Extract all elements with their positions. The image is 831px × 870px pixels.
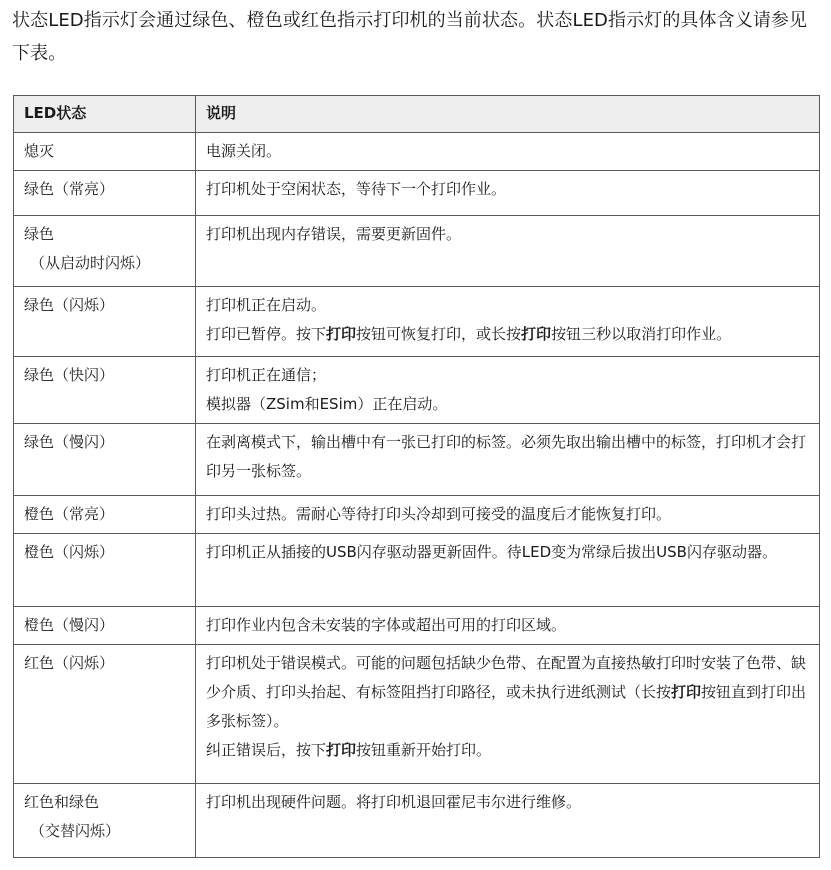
description-line: 打印机出现内存错误，需要更新固件。 bbox=[206, 225, 462, 243]
led-state-cell bbox=[14, 216, 196, 287]
led-state-cell bbox=[14, 607, 196, 645]
led-state-cell bbox=[14, 287, 196, 357]
description-cell bbox=[196, 534, 820, 607]
description-line: 纠正错误后，按下打印按钮重新开始打印。 bbox=[206, 741, 492, 759]
led-state-label: 红色（闪烁） bbox=[24, 654, 115, 672]
description-cell bbox=[196, 496, 820, 534]
description-cell bbox=[196, 357, 820, 424]
led-state-label: 绿色（快闪） bbox=[24, 366, 115, 384]
table-row bbox=[14, 645, 820, 784]
table-row bbox=[14, 784, 820, 858]
led-state-sublabel: （从启动时闪烁） bbox=[30, 254, 151, 272]
led-state-label: 橙色（闪烁） bbox=[24, 543, 115, 561]
header-description: 说明 bbox=[196, 96, 820, 133]
led-state-label: 绿色（慢闪） bbox=[24, 433, 115, 451]
bold-term: 打印 bbox=[521, 325, 552, 343]
description-cell bbox=[196, 216, 820, 287]
description-line: 打印机正从插接的USB闪存驱动器更新固件。待LED变为常绿后拔出USB闪存驱动器。 bbox=[206, 543, 777, 561]
description-line: 打印机正在启动。 bbox=[206, 296, 327, 314]
description-cell bbox=[196, 133, 820, 171]
header-led-status: LED状态 bbox=[14, 96, 196, 133]
table-row bbox=[14, 287, 820, 357]
bold-term: 打印 bbox=[671, 683, 702, 701]
led-state-label: 橙色（慢闪） bbox=[24, 616, 115, 634]
led-status-table bbox=[13, 95, 820, 858]
led-state-cell bbox=[14, 357, 196, 424]
table-row bbox=[14, 357, 820, 424]
led-state-label: 绿色 bbox=[24, 225, 55, 243]
description-line: 打印作业内包含未安装的字体或超出可用的打印区域。 bbox=[206, 616, 567, 634]
description-cell bbox=[196, 424, 820, 496]
bold-term: 打印 bbox=[326, 325, 357, 343]
table-row bbox=[14, 534, 820, 607]
led-state-cell bbox=[14, 784, 196, 858]
description-line: 打印头过热。需耐心等待打印头冷却到可接受的温度后才能恢复打印。 bbox=[206, 505, 672, 523]
description-line: 电源关闭。 bbox=[206, 142, 282, 160]
table-row bbox=[14, 424, 820, 496]
intro-paragraph: 状态LED指示灯会通过绿色、橙色或红色指示打印机的当前状态。状态LED指示灯的具体含义请参见下表。 bbox=[12, 10, 808, 64]
description-line: 打印机处于错误模式。可能的问题包括缺少色带、在配置为直接热敏打印时安装了色带、缺少介质、打印头抬起、有标签阻挡打印路径，或未执行进纸测试（长按打印按钮直到打印出多张标签）。 bbox=[206, 654, 807, 730]
led-state-cell bbox=[14, 496, 196, 534]
table-row bbox=[14, 607, 820, 645]
table-row bbox=[14, 496, 820, 534]
description-cell bbox=[196, 607, 820, 645]
led-state-cell bbox=[14, 534, 196, 607]
description-cell bbox=[196, 784, 820, 858]
description-line: 打印机出现硬件问题。将打印机退回霍尼韦尔进行维修。 bbox=[206, 793, 582, 811]
led-state-label: 红色和绿色 bbox=[24, 793, 100, 811]
description-line: 在剥离模式下，输出槽中有一张已打印的标签。必须先取出输出槽中的标签，打印机才会打印另一张标签。 bbox=[206, 433, 807, 480]
description-line: 模拟器（ZSim和ESim）正在启动。 bbox=[206, 395, 448, 413]
led-state-cell bbox=[14, 133, 196, 171]
description-line: 打印机正在通信； bbox=[206, 366, 327, 384]
description-line: 打印已暂停。按下打印按钮可恢复打印，或长按打印按钮三秒以取消打印作业。 bbox=[206, 325, 732, 343]
bold-term: 打印 bbox=[326, 741, 357, 759]
led-state-label: 绿色（常亮） bbox=[24, 180, 115, 198]
led-state-label: 橙色（常亮） bbox=[24, 505, 115, 523]
led-state-cell bbox=[14, 424, 196, 496]
table-header-row bbox=[14, 96, 820, 133]
description-cell bbox=[196, 645, 820, 784]
led-state-cell bbox=[14, 645, 196, 784]
led-state-cell bbox=[14, 171, 196, 216]
led-state-sublabel: （交替闪烁） bbox=[30, 822, 121, 840]
description-cell bbox=[196, 287, 820, 357]
led-state-label: 绿色（闪烁） bbox=[24, 296, 115, 314]
table-row bbox=[14, 171, 820, 216]
led-state-label: 熄灭 bbox=[24, 142, 55, 160]
table-row bbox=[14, 133, 820, 171]
description-cell bbox=[196, 171, 820, 216]
table-row bbox=[14, 216, 820, 287]
description-line: 打印机处于空闲状态，等待下一个打印作业。 bbox=[206, 180, 507, 198]
